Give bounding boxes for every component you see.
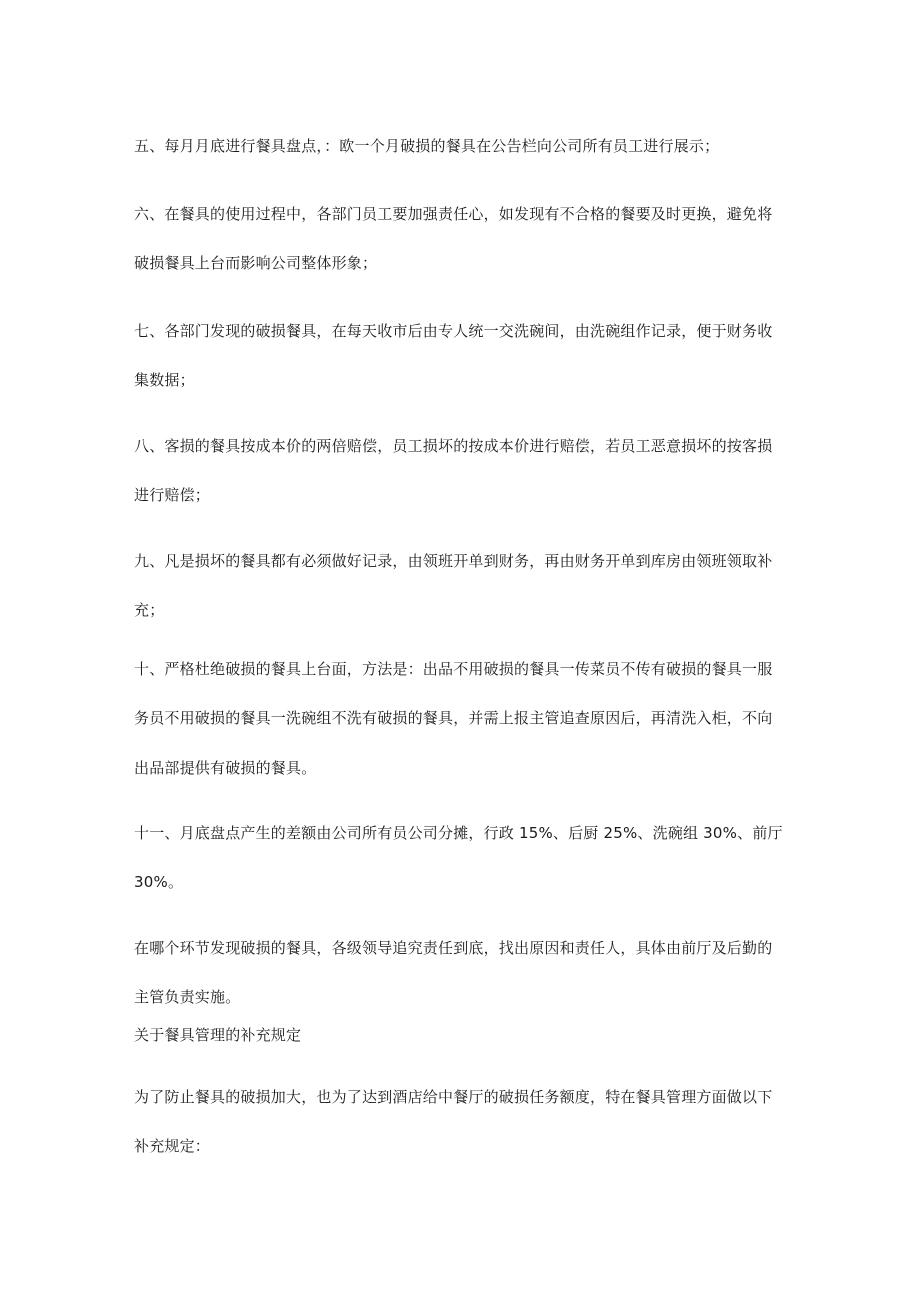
text-line: 集数据；: [134, 371, 195, 389]
text-line: 八、客损的餐具按成本价的两倍赔偿，员工损坏的按成本价进行赔偿，若员工恶意损坏的按客损: [134, 437, 773, 455]
text-line: 补充规定：: [134, 1137, 211, 1155]
text-line: 六、在餐具的使用过程中，各部门员工要加强责任心，如发现有不合格的餐要及时更换，避免将: [134, 205, 773, 223]
text-line: 出品部提供有破损的餐具。: [134, 759, 317, 777]
text-line: 十一、月底盘点产生的差额由公司所有员公司分摊，行政 15%、后厨 25%、洗碗组 30%、前厅: [134, 824, 783, 842]
text-line: 30%。: [134, 873, 184, 891]
text-line: 为了防止餐具的破损加大，也为了达到酒店给中餐厅的破损任务额度，特在餐具管理方面做以下: [134, 1088, 773, 1106]
text-line: 七、各部门发现的破损餐具，在每天收市后由专人统一交洗碗间，由洗碗组作记录，便于财务收: [134, 322, 773, 340]
section-heading: 关于餐具管理的补充规定: [134, 1026, 302, 1044]
text-line: 五、每月月底进行餐具盘点，：欧一个月破损的餐具在公告栏向公司所有员工进行展示；: [134, 137, 720, 155]
text-line: 充；: [134, 601, 165, 619]
text-line: 破损餐具上台而影响公司整体形象；: [134, 254, 378, 272]
text-line: 进行赔偿；: [134, 486, 211, 504]
text-line: 务员不用破损的餐具一洗碗组不洗有破损的餐具，并需上报主管追查原因后，再清洗入柜，不向: [134, 709, 773, 727]
text-line: 九、凡是损坏的餐具都有必须做好记录，由领班开单到财务，再由财务开单到库房由领班领取补: [134, 552, 773, 570]
text-line: 十、严格杜绝破损的餐具上台面，方法是：出品不用破损的餐具一传菜员不传有破损的餐具一服: [134, 660, 773, 678]
text-line: 在哪个环节发现破损的餐具，各级领导追究责任到底，找出原因和责任人，具体由前厅及后勤的: [134, 939, 773, 957]
text-line: 主管负责实施。: [134, 988, 241, 1006]
